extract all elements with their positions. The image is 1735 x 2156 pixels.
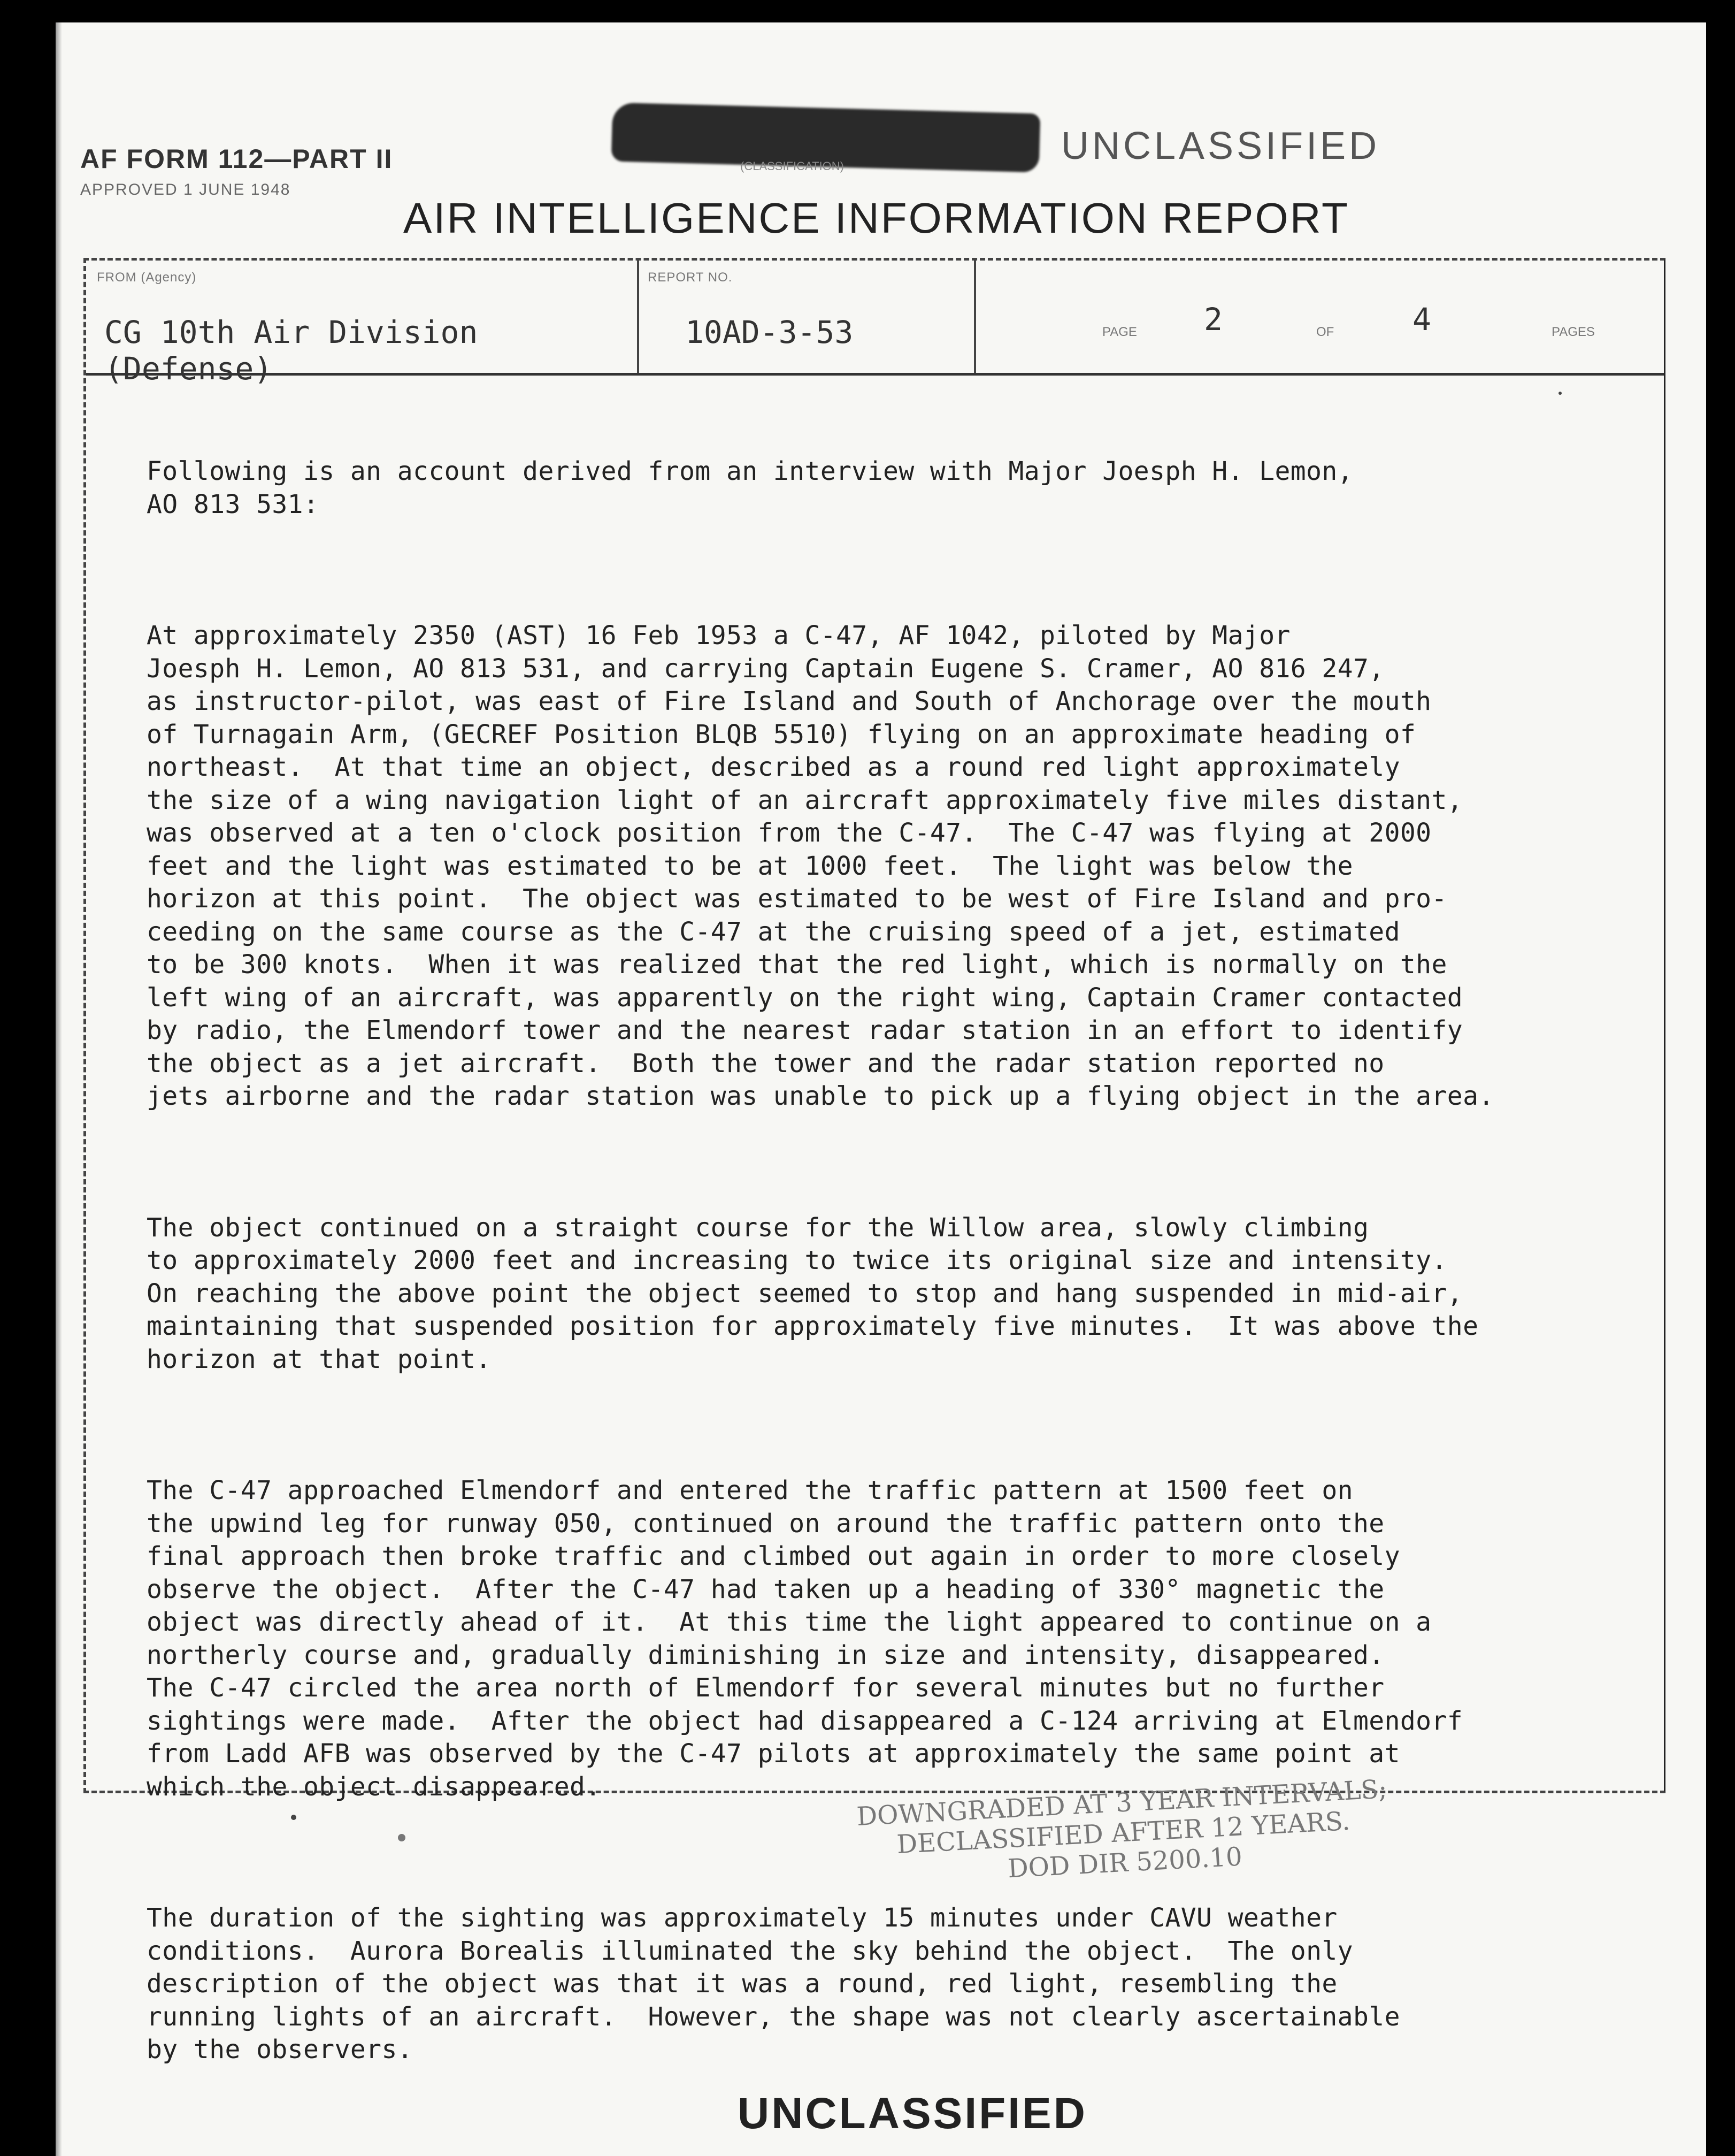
scan-speck — [291, 1815, 296, 1820]
of-label: OF — [1316, 325, 1334, 339]
page-edge-shadow — [56, 22, 62, 2156]
classification-top: UNCLASSIFIED — [1061, 125, 1380, 167]
paragraph-4: The C-47 approached Elmendorf and entered the traffic pattern at 1500 feet on the upwind leg for runway 050, continued on around the traffic pattern onto the final approach then broke traffic and climbed out again in order to more closely observe the object. After the C-47 had taken up a heading of 330° magnetic the object was directly ahead of it. At this time the light appeared to continue on a northerly course and, gradually diminishing in size and intensity, disappeared. The C-47 circled the area north of Elmendorf for several minutes but no further sightings were made. After the object had disappeared a C-124 arriving at Elmendorf from Ladd AFB was observed by the C-47 pilots at approximately the same point at which the object disappeared. — [147, 1475, 1463, 1802]
from-cell — [86, 261, 639, 387]
page-label: PAGE — [1102, 325, 1137, 339]
report-body — [147, 389, 1687, 2156]
total-pages: 4 — [1412, 301, 1431, 338]
report-number-label: REPORT NO. — [648, 270, 733, 285]
form-approval-date: APPROVED 1 JUNE 1948 — [80, 181, 291, 198]
form-number: AF FORM 112—PART II — [80, 144, 393, 174]
header-row — [86, 261, 1664, 387]
scan-speck — [1559, 392, 1562, 395]
paragraph-2: At approximately 2350 (AST) 16 Feb 1953 a C-47, AF 1042, piloted by Major Joesph H. Lemon, AO 813 531, and carrying Captain Eugene S. Cramer, AO 816 247, as instructor-pilot, was east of Fire Island and South of Anchorage over the mouth of Turnagain Arm, (GECREF Position BLQB 5510) flying on an approximate heading of northeast. At that time an object, described as a round red light approximately the size of a wing navigation light of an aircraft approximately five miles distant, was observed at a ten o'clock position from the C-47. The C-47 was flying at 2000 feet and the light was estimated to be at 1000 feet. The light was below the horizon at this point. The object was estimated to be west of Fire Island and pro- ceeding on the same course as the C-47 at the cruising speed of a jet, estimated to be 300 knots. When it was realized that the red light, which is normally on the left wing of an aircraft, was apparently on the right wing, Captain Cramer contacted by radio, the Elmendorf tower and the nearest radar station in an effort to identify the object as a jet aircraft. Both the tower and the radar station reported no jets airborne and the radar station was unable to pick up a flying object in the area. — [147, 621, 1494, 1111]
classification-caption: (CLASSIFICATION) — [740, 159, 844, 173]
paragraph-1: Following is an account derived from an interview with Major Joesph H. Lemon, AO 813 531: — [147, 456, 1353, 519]
page-number: 2 — [1204, 301, 1223, 338]
from-value: CG 10th Air Division (Defense) — [104, 314, 478, 387]
scan-speck — [398, 1834, 405, 1841]
paragraph-5: The duration of the sighting was approximately 15 minutes under CAVU weather conditions. Aurora Borealis illuminated the sky behind the object. The only description of the object was that it was a round, red light, resembling the running lights of an aircraft. However, the shape was not clearly ascertainable by the observers. — [147, 1903, 1400, 2065]
report-number-cell — [637, 261, 976, 373]
from-label: FROM (Agency) — [97, 270, 197, 285]
report-number-value: 10AD-3-53 — [685, 314, 854, 350]
paragraph-3: The object continued on a straight course for the Willow area, slowly climbing to approximately 2000 feet and increasing to twice its original size and intensity. On reaching the above point the object seemed to stop and hang suspended in mid-air, maintaining that suspended position for approximately five minutes. It was above the horizon at that point. — [147, 1212, 1479, 1374]
classification-bottom: UNCLASSIFIED — [738, 2089, 1087, 2138]
pages-label: PAGES — [1552, 325, 1595, 339]
document-page — [56, 22, 1706, 2156]
page-count-cell — [974, 261, 1664, 373]
report-title: AIR INTELLIGENCE INFORMATION REPORT — [403, 194, 1349, 242]
declassification-stamp: DOWNGRADED AT 3 YEAR INTERVALS; DECLASSIFIED AFTER 12 YEARS. DOD DIR 5200.10 — [856, 1774, 1388, 1884]
